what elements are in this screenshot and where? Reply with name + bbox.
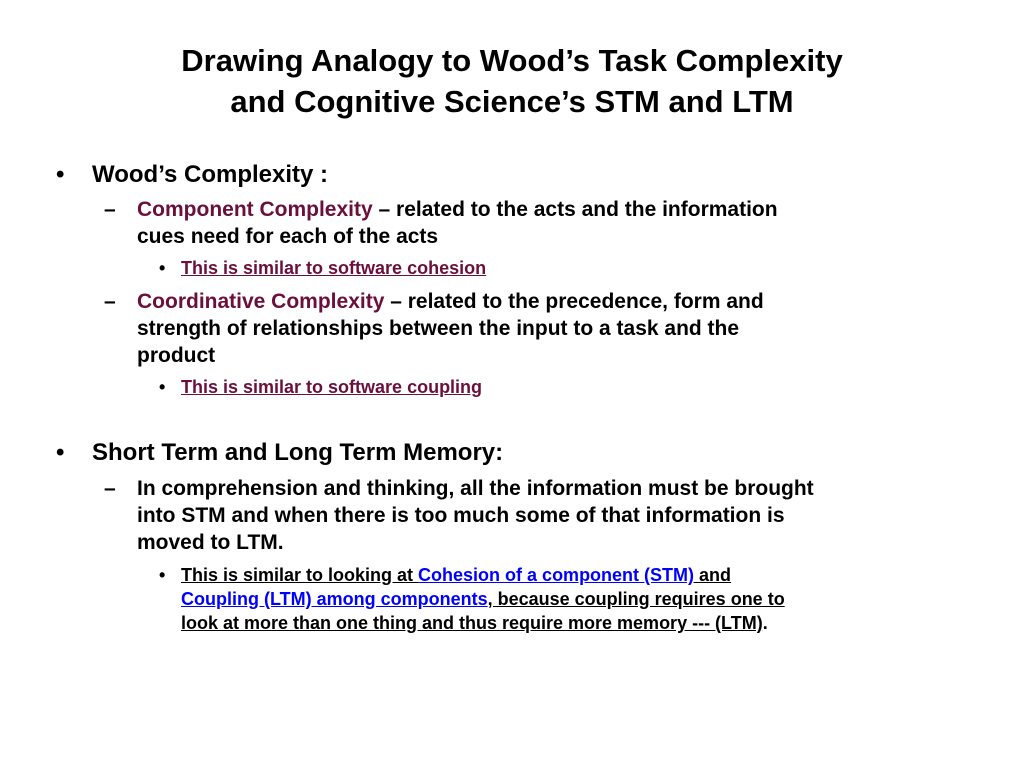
slide-title (0, 40, 1024, 122)
comprehension-line-1: In comprehension and thinking, all the information must be brought (137, 477, 814, 500)
title-line-1: Drawing Analogy to Wood’s Task Complexity (181, 43, 843, 78)
dash-marker: – (104, 290, 116, 313)
note-marker: • (159, 565, 166, 585)
note-cohesion (159, 256, 487, 280)
bullet-woods-complexity (56, 161, 329, 189)
coordinative-complexity-desc-1: – related to the precedence, form and (384, 290, 764, 313)
coordinative-complexity-desc-2: strength of relationships between the input to a task and the (137, 317, 740, 340)
comprehension-line-3: moved to LTM. (137, 531, 284, 554)
note-marker: • (159, 258, 166, 278)
sub-bullet-coordinative-complexity (104, 288, 957, 369)
comprehension-line-2: into STM and when there is too much some of that information is (137, 504, 785, 527)
sub-bullet-comprehension (104, 475, 977, 556)
note-part-2: and (694, 565, 732, 585)
component-complexity-desc-1: – related to the acts and the information (372, 198, 778, 221)
note-marker: • (159, 377, 166, 397)
note-coupling (159, 375, 483, 399)
note-cohesion-coupling (159, 563, 981, 635)
sub-bullet-component-complexity (104, 196, 937, 250)
coordinative-complexity-term: Coordinative Complexity (137, 290, 385, 313)
bullet-marker: • (56, 161, 65, 188)
coupling-link[interactable]: Coupling (LTM) among components (181, 589, 488, 609)
bullet-marker: • (56, 439, 65, 466)
component-complexity-desc-2: cues need for each of the acts (137, 225, 439, 248)
note-part-1: This is similar to looking at (181, 565, 419, 585)
coordinative-complexity-desc-3: product (137, 344, 216, 367)
dash-marker: – (104, 477, 116, 500)
cohesion-link[interactable]: Cohesion of a component (STM) (418, 565, 695, 585)
dash-marker: – (104, 198, 116, 221)
note-part-4: look at more than one thing and thus require more memory --- (LTM) (181, 613, 763, 633)
bullet-text: Short Term and Long Term Memory: (92, 439, 504, 466)
note-part-3: , because coupling requires one to (487, 589, 785, 609)
note-cohesion-text[interactable]: This is similar to software cohesion (181, 258, 487, 278)
bullet-text: Wood’s Complexity : (92, 161, 329, 188)
note-end: . (762, 613, 768, 633)
note-coupling-text[interactable]: This is similar to software coupling (181, 377, 483, 397)
component-complexity-term: Component Complexity (137, 198, 373, 221)
title-line-2: and Cognitive Science’s STM and LTM (230, 84, 794, 119)
bullet-stm-ltm (56, 439, 504, 467)
